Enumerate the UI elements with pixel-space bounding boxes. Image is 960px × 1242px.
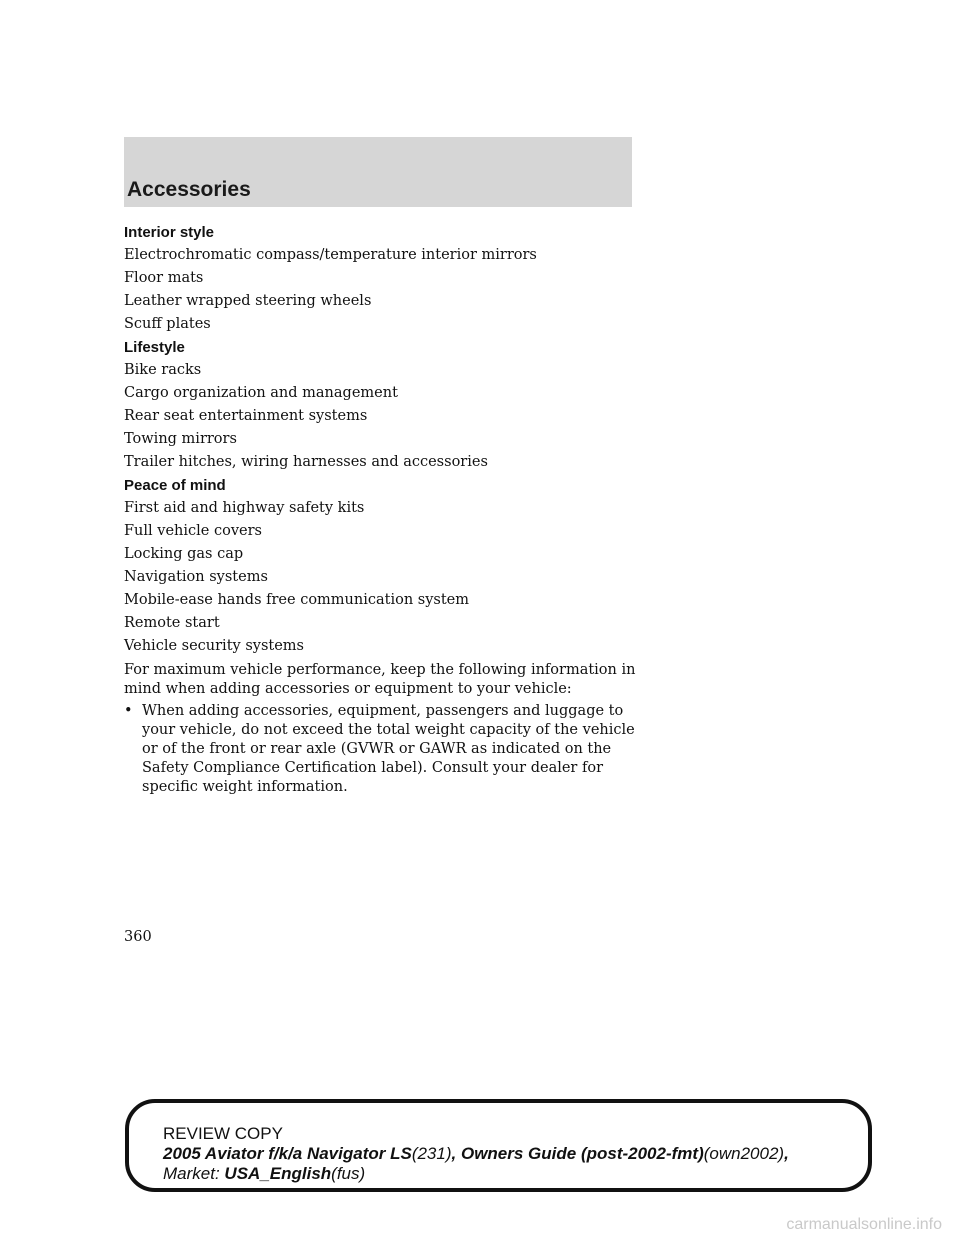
guide-name: Owners Guide (post-2002-fmt) <box>460 1144 704 1163</box>
market-name: USA_English <box>224 1164 332 1183</box>
list-item: Bike racks <box>124 362 202 378</box>
section-interior-style <box>124 221 644 336</box>
list-item: Towing mirrors <box>124 431 237 447</box>
model-name: 2005 Aviator f/k/a Navigator LS <box>163 1144 412 1163</box>
bullet-item <box>124 702 644 797</box>
bullet-text: When adding accessories, equipment, passengers and luggage to your vehicle, do not exceed the total weight capacity of the vehicle or of the front or rear axle (GVWR or GAWR as indicated on the Safety Compliance Certification label). Consult your dealer for specific weight information. <box>142 703 635 795</box>
separator: , <box>784 1144 789 1163</box>
list-item: Remote start <box>124 615 220 631</box>
review-copy-text <box>163 1124 789 1184</box>
section-title: Accessories <box>127 178 251 201</box>
review-copy-label: REVIEW COPY <box>163 1124 283 1143</box>
list-item: Electrochromatic compass/temperature interior mirrors <box>124 247 537 263</box>
list-item: Vehicle security systems <box>124 638 304 654</box>
list-item: Locking gas cap <box>124 546 244 562</box>
list-item: Scuff plates <box>124 316 211 332</box>
list-item: Cargo organization and management <box>124 385 398 401</box>
review-copy-market-line <box>163 1164 789 1184</box>
section-peace-of-mind <box>124 474 644 658</box>
model-code: (231) <box>411 1144 452 1163</box>
list-item: Full vehicle covers <box>124 523 262 539</box>
section-heading: Lifestyle <box>124 339 185 356</box>
section-lifestyle <box>124 336 644 474</box>
list-item: Mobile-ease hands free communication system <box>124 592 469 608</box>
separator: , <box>451 1144 457 1163</box>
review-copy-product-line <box>163 1144 789 1164</box>
page-number: 360 <box>124 929 152 945</box>
market-label: Market: <box>163 1164 220 1183</box>
list-item: Rear seat entertainment systems <box>124 408 368 424</box>
list-item: Trailer hitches, wiring harnesses and accessories <box>124 454 488 470</box>
bullet-icon: • <box>124 703 133 719</box>
page-content <box>124 221 644 797</box>
list-item: Leather wrapped steering wheels <box>124 293 372 309</box>
section-heading: Peace of mind <box>124 477 226 494</box>
guide-code: (own2002) <box>703 1144 785 1163</box>
section-heading: Interior style <box>124 224 215 241</box>
body-paragraph: For maximum vehicle performance, keep the following information in mind when adding accessories or equipment to your vehicle: <box>124 662 636 697</box>
list-item: First aid and highway safety kits <box>124 500 365 516</box>
list-item: Floor mats <box>124 270 204 286</box>
market-code: (fus) <box>331 1164 366 1183</box>
site-watermark: carmanualsonline.info <box>786 1216 942 1233</box>
list-item: Navigation systems <box>124 569 268 585</box>
